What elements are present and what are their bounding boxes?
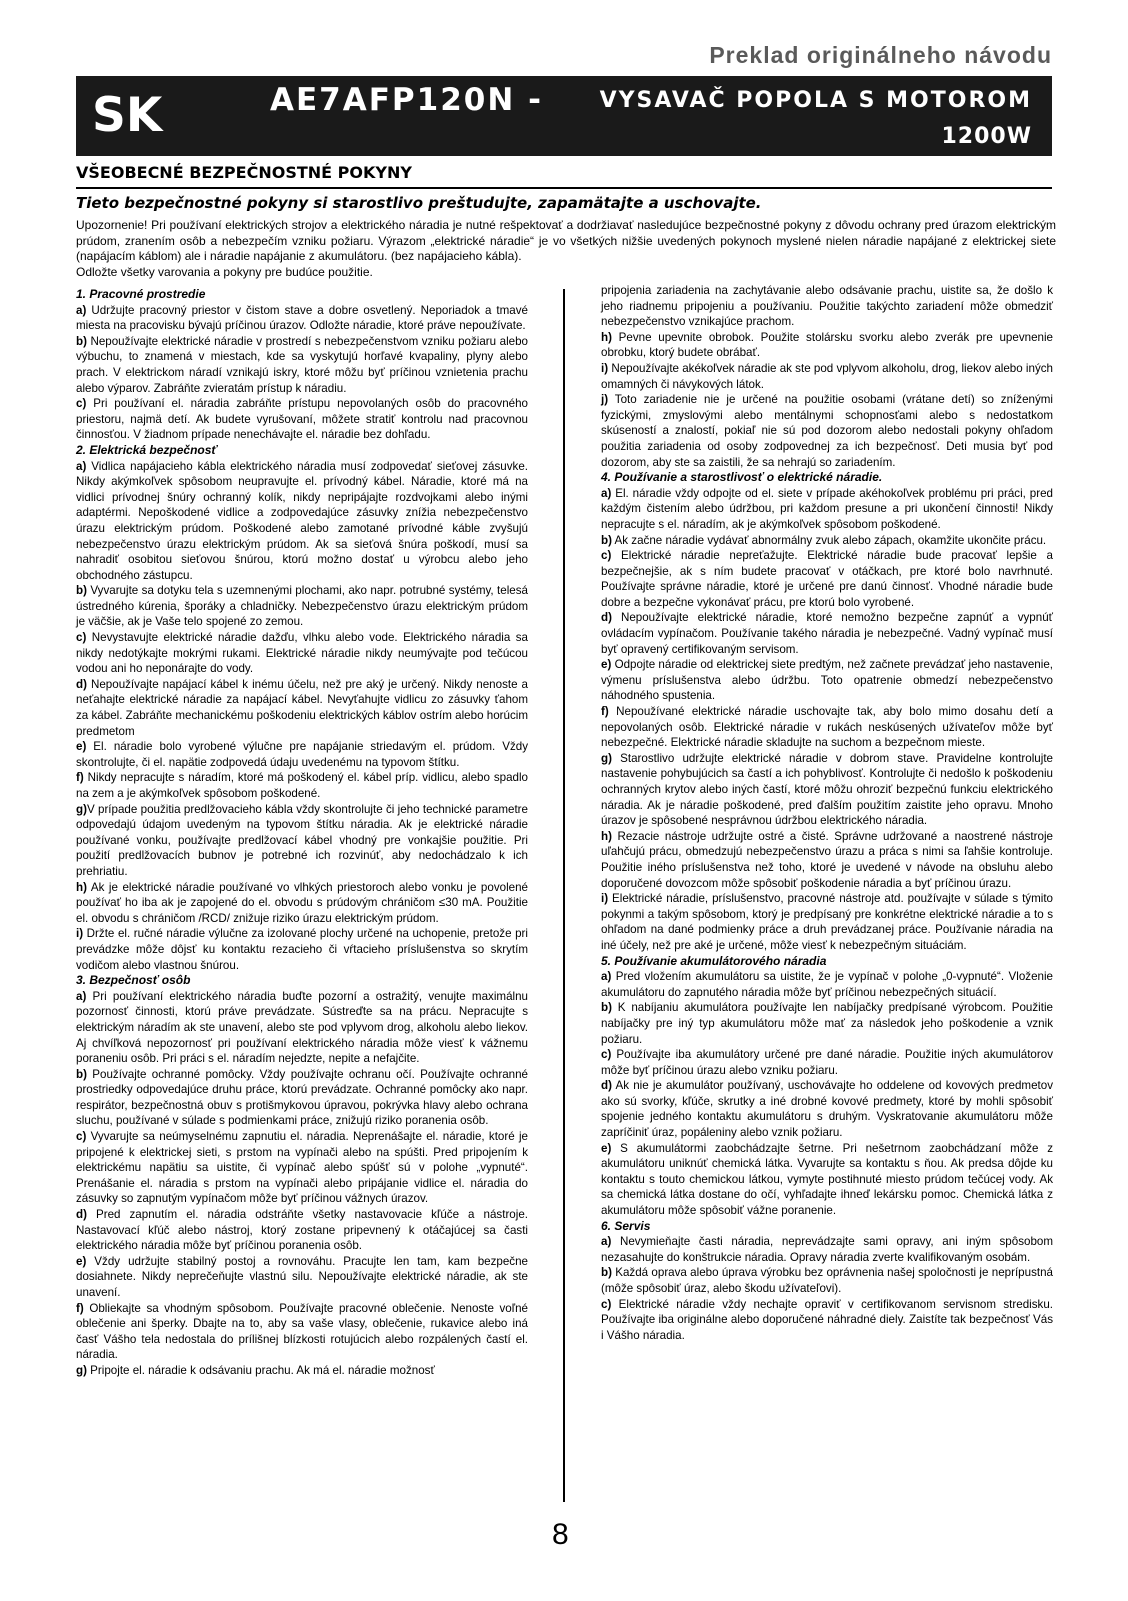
- item-text: Pripojte el. náradie k odsávaniu prachu. Ak má el. náradie možnosť: [86, 1363, 435, 1377]
- item-text: Vždy udržujte stabilný postoj a rovnováhu. Pracujte len tam, kam bezpečne dosiahnete. Nikdy neprečeňujte vlastnú silu. Nepoužívajte elektrické náradie, ak ste unavení.: [76, 1254, 528, 1299]
- item-text: Rezacie nástroje udržujte ostré a čisté. Správne udržované a naostrené nástroje uľahčujú prácu, obmedzujú nebezpečenstvo úrazu a práca s nimi sa ľahšie kontroluje. Použitie iného príslušenstva než toho, ktoré je uvedené v návode na obsluhu alebo doporučené dovozcom môže spôsobiť poškodenie náradia a byť príčinou úrazu.: [601, 829, 1053, 890]
- instruction-paragraph: [76, 303, 528, 334]
- section-heading: VŠEOBECNÉ BEZPEČNOSTNÉ POKYNY: [76, 163, 412, 182]
- instruction-paragraph: [601, 1297, 1053, 1344]
- item-label: a): [76, 459, 87, 473]
- instruction-paragraph: [76, 334, 528, 396]
- item-label: b): [601, 1266, 612, 1280]
- subsection-heading: 2. Elektrická bezpečnosť: [76, 442, 218, 457]
- item-text: Toto zariadenie nie je určené na použitie osobami (vrátane detí) so zníženými fyzickými, zmyslovými alebo mentálnymi schopnosťami alebo s nedostatkom skúseností a znalostí, pokiaľ nie sú pod dozorom alebo nedostali pokyny ohľadom použitia zariadenia od osoby zodpovednej za ich bezpečnosť. Deti musia byť pod dozorom, aby ste sa zaistili, že sa nehrajú so zariadením.: [601, 393, 1053, 469]
- item-text: S akumulátormi zaobchádzajte šetrne. Pri nešetrnom zaobchádzaní môže z akumulátoru uniknúť chemická látka. Vyvarujte sa kontaktu s ňou. Ak predsa dôjde ku kontaktu s touto chemickou látkou, vymyte postihnuté miesto prúdom tečúcej vody. Ak sa chemická látka dostane do očí, vyhľadajte ihneď lekársku pomoc. Chemická látka z akumulátoru môže spôsobiť vážne poranenie.: [601, 1141, 1053, 1218]
- right-column: [601, 283, 1053, 1343]
- intro-paragraph: Upozornenie! Pri používaní elektrických strojov a elektrického náradia je nutné rešpektovať a dodržiavať nasledujúce bezpečnostné pokyny z dôvodu ochrany pred úrazom elektrickým prúdom, zranením osôb a nebezpečím vzniku požiaru. Výrazom „elektrické náradie“ je vo všetkých nižšie uvedených pokynoch myslené nielen náradie napájané z elektrickej siete (napájacím káblom) ale i náradie napájanie z akumulátoru. (bez napájacieho kábla).: [76, 218, 1056, 264]
- column-divider: [563, 289, 565, 1502]
- item-label: g): [76, 802, 87, 816]
- item-label: b): [76, 584, 87, 598]
- instruction-paragraph: [601, 548, 1053, 610]
- item-text: Každá oprava alebo úprava výrobku bez oprávnenia našej spoločnosti je neprípustná (môže spôsobiť úraz, alebo škodu užívateľovi).: [601, 1266, 1053, 1295]
- instruction-paragraph: [76, 1363, 528, 1379]
- item-label: j): [601, 393, 609, 407]
- item-text: El. náradie bolo vyrobené výlučne pre napájanie striedavým el. prúdom. Vždy skontrolujte, či el. napätie zodpovedá údaju uvedenému na typovom štítku.: [76, 740, 528, 769]
- item-label: a): [601, 1235, 612, 1249]
- item-label: d): [601, 611, 612, 625]
- item-text: Pred vložením akumulátoru sa uistite, že je vypínač v polohe „0-vypnuté“. Vloženie akumulátoru do zapnutého náradia môže byť príčinou nebezpečných situácií.: [601, 970, 1053, 999]
- instruction-paragraph: [601, 361, 1053, 392]
- instruction-paragraph: [76, 739, 528, 770]
- instruction-paragraph: [601, 392, 1053, 470]
- item-text: Nevystavujte elektrické náradie dažďu, vlhku alebo vode. Elektrického náradia sa nikdy nedotýkajte mokrými rukami. Elektrické náradie nikdy neumývajte pod tečúcou vodou ani ho neponárajte do vody.: [76, 631, 528, 676]
- page-number: 8: [552, 1518, 569, 1551]
- item-text: Elektrické náradie vždy nechajte opraviť v certifikovanom servisnom stredisku. Používajte iba originálne alebo doporučené náhradné diely. Zaistíte tak bezpečnosť Vás i Vášho náradia.: [601, 1297, 1053, 1342]
- item-label: e): [601, 658, 612, 672]
- left-column: [76, 287, 528, 1379]
- instruction-paragraph: [601, 1078, 1053, 1140]
- item-label: h): [601, 330, 612, 344]
- item-label: e): [76, 740, 87, 754]
- instruction-paragraph: [601, 1047, 1053, 1078]
- item-label: h): [601, 829, 612, 843]
- instruction-paragraph: [76, 770, 528, 801]
- instruction-paragraph: [601, 610, 1053, 657]
- instruction-paragraph: [601, 486, 1053, 533]
- item-text: Starostlivo udržujte elektrické náradie v dobrom stave. Pravidelne kontrolujte nastavenie pohybujúcich sa častí a ich pohyblivosť. Kontrolujte či nedošlo k poškodeniu ochranných krytov alebo iných častí, ktoré môžu ohroziť bezpečnú funkciu elektrického náradia. Ak je náradie poškodené, pred ďalším použitím zaistite jeho opravu. Mnoho úrazov je spôsobené nesprávnou údržbou elektrického náradia.: [601, 751, 1053, 828]
- item-label: i): [76, 927, 84, 941]
- subsection-heading: 6. Servis: [601, 1218, 651, 1233]
- instruction-paragraph: [76, 880, 528, 927]
- item-text: Pevne upevnite obrobok. Použite stolársku svorku alebo zverák pre upevnenie obrobku, ktorý budete obrábať.: [601, 330, 1053, 360]
- item-text: pripojenia zariadenia na zachytávanie alebo odsávanie prachu, uistite sa, že došlo k jeho riadnemu pripojeniu a používaniu. Použitie takýchto zariadení môže obmedziť nebezpečenstvo vznikajúce prachom.: [601, 284, 1053, 329]
- item-label: f): [601, 705, 609, 719]
- item-label: f): [76, 1301, 84, 1315]
- item-text: Držte el. ručné náradie výlučne za izolované plochy určené na uchopenie, pretože pri prevádzke môže dôjsť ku kontaktu rezacieho či vŕtacieho príslušenstva so skrytím vodičom alebo vlastnou šnúrou.: [76, 927, 528, 972]
- item-label: a): [76, 989, 87, 1003]
- item-text: Nepoužívajte elektrické náradie, ktoré nemožno bezpečne zapnúť a vypnúť ovládacím vypínačom. Používanie takého náradia je nebezpečné. Vadný vypínač musí byť opravený certifikovaným servisom.: [601, 611, 1053, 656]
- instruction-paragraph: [601, 751, 1053, 829]
- subsection-heading: 4. Používanie a starostlivosť o elektrické náradie.: [601, 470, 883, 485]
- item-text: Používajte iba akumulátory určené pre dané náradie. Použitie iných akumulátorov môže byť príčinou úrazu alebo vzniku požiaru.: [601, 1048, 1053, 1077]
- product-title: VYSAVAČ POPOLA S MOTOROM: [599, 88, 1032, 113]
- instruction-paragraph: [601, 1265, 1053, 1296]
- item-text: Elektrické náradie, príslušenstvo, pracovné nástroje atd. používajte v súlade s týmito pokynmi a takým spôsobom, ktorý je predpísaný pre konkrétne elektrické náradie a to s ohľadom na dané podmienky práce a druh prevádzanej práce. Používanie náradia na iné účely, než pre aké je určené, môže viesť k nebezpečným situáciám.: [601, 892, 1053, 952]
- item-label: i): [601, 361, 609, 375]
- item-text: El. náradie vždy odpojte od el. siete v prípade akéhokoľvek problému pri práci, pred každým čistením alebo údržbou, pri každom presune a pri ukončení činnosti! Nikdy nepracujte s el. náradím, ak je akýmkoľvek spôsobom poškodené.: [601, 486, 1053, 531]
- instruction-paragraph: [76, 1301, 528, 1363]
- item-label: e): [601, 1141, 612, 1155]
- instruction-paragraph: [76, 677, 528, 739]
- subsection-heading: 5. Používanie akumulátorového náradia: [601, 953, 827, 968]
- item-text: Používajte ochranné pomôcky. Vždy používajte ochranu očí. Používajte ochranné prostriedky odpovedajúce druhu práce, ktorú prevádzate. Ochranné pomôcky ako napr. respirátor, bezpečnostná obuv s protišmykovou úpravou, pokrývka hlavy alebo ochrana sluchu, používané v súlade s podmienkami práce, znižujú riziko poranenia osôb.: [76, 1067, 528, 1128]
- model-number: AE7AFP120N -: [270, 82, 543, 118]
- instruction-paragraph: [601, 704, 1053, 751]
- item-label: d): [76, 1208, 87, 1222]
- item-text: Vyvarujte sa dotyku tela s uzemnenými plochami, ako napr. potrubné systémy, telesá ústredného kúrenia, šporáky a chladničky. Nebezpečenstvo úrazu elektrickým prúdom je väčšie, ak je Vaše telo spojené zo zemou.: [76, 584, 528, 629]
- item-label: c): [601, 549, 612, 563]
- subsection-heading: 1. Pracovné prostredie: [76, 287, 206, 301]
- item-label: e): [76, 1254, 87, 1268]
- item-text: K nabíjaniu akumulátora používajte len nabíjačky predpísané výrobcom. Použitie nabíjačky pre iný typ akumulátoru môže mať za následok jeho poškodenie a vznik požiaru.: [601, 1001, 1053, 1046]
- item-text: Vidlica napájacieho kábla elektrického náradia musí zodpovedať sieťovej zásuvke. Nikdy akýmkoľvek spôsobom neupravujte el. prívodný kábel. Náradie, ktoré má na vidlici prívodnej šnúry ochranný kolík, nikdy nepripájajte rozdvojkami alebo inými adaptérmi. Nepoškodené vidlice a zodpovedajúce zásuvky znížia nebezpečenstvo úrazu elektrickým prúdom. Poškodené alebo zamotané prívodné káble zvyšujú nebezpečenstvo úrazu elektrickým prúdom. Ak sa sieťová šnúra poškodí, musí sa nahradiť osobitou sieťovou šnúrou, ktorú možno dostať u výrobcu alebo jeho obchodného zástupcu.: [76, 459, 528, 582]
- item-label: b): [601, 1001, 612, 1015]
- intro-text: [76, 218, 1056, 281]
- instruction-paragraph: [601, 1234, 1053, 1265]
- instruction-paragraph: [76, 1207, 528, 1254]
- item-text: Vyvarujte sa neúmyselnému zapnutiu el. náradia. Neprenášajte el. náradie, ktoré je pripojené k elektrickej sieti, s prstom na vypínači alebo na spúšti. Pred pripojením k elektrickému napätiu sa uistite, či vypínač alebo spúšť sú v polohe „vypnuté“. Prenášanie el. náradia s prstom na vypínači alebo pripájanie vidlice el. náradia do zásuvky so zapnutým vypínačom môže byť príčinou vážnych úrazov.: [76, 1130, 528, 1206]
- instruction-paragraph: [601, 533, 1053, 549]
- instruction-paragraph: [601, 1141, 1053, 1219]
- instruction-paragraph: [601, 330, 1053, 361]
- item-label: c): [76, 397, 87, 411]
- item-label: a): [601, 970, 612, 984]
- item-label: i): [601, 892, 609, 906]
- item-label: h): [76, 880, 87, 894]
- item-label: g): [76, 1363, 87, 1377]
- subsection-heading: 3. Bezpečnosť osôb: [76, 973, 191, 988]
- item-label: d): [76, 677, 87, 691]
- item-label: b): [76, 334, 87, 348]
- item-label: a): [601, 486, 612, 500]
- item-text: Nikdy nepracujte s náradím, ktoré má poškodený el. kábel príp. vidlicu, alebo spadlo na zem a je akýmkoľvek spôsobom poškodené.: [76, 771, 528, 800]
- item-text: Elektrické náradie nepreťažujte. Elektrické náradie bude pracovať lepšie a bezpečnejšie, ak s ním budete pracovať v otáčkach, pre ktoré bolo navrhnuté. Používajte správne náradie, ktoré je určené pre danú činnosť. Vhodné náradie bude dobre a bezpečne vykonávať prácu, pre ktorú bolo vyrobené.: [601, 549, 1053, 609]
- instruction-paragraph: [601, 891, 1053, 953]
- item-label: c): [601, 1048, 612, 1062]
- item-text: Nepoužívané elektrické náradie uschovajte tak, aby bolo mimo dosahu detí a nepovolaných osôb. Elektrické náradie v rukách neskúsených užívateľov môže byť nebezpečné. Elektrické náradie skladujte na suchom a bezpečnom mieste.: [601, 705, 1053, 750]
- instruction-paragraph: [76, 583, 528, 630]
- item-label: c): [76, 631, 87, 645]
- item-label: b): [601, 533, 612, 547]
- instruction-paragraph: [76, 459, 528, 584]
- intro-paragraph: Odložte všetky varovania a pokyny pre budúce použitie.: [76, 265, 373, 280]
- item-text: Nepoužívajte elektrické náradie v prostredí s nebezpečenstvom vzniku požiaru alebo výbuchu, to znamená v miestach, kde sa vyskytujú horľavé kvapaliny, plyny alebo prach. V elektrickom náradí vznikajú iskry, ktoré môžu byť príčinou vznietenia prachu alebo výparov. Zabráňte zvieratám prístup k náradiu.: [76, 334, 528, 395]
- item-text: Ak začne náradie vydávať abnormálny zvuk alebo zápach, okamžite ukončite prácu.: [611, 533, 1047, 547]
- item-label: a): [76, 303, 87, 317]
- item-text: Nepoužívajte akékoľvek náradie ak ste pod vplyvom alkoholu, drog, liekov alebo iných omamných či návykových látok.: [601, 361, 1053, 391]
- product-power: 1200W: [941, 124, 1032, 149]
- item-text: Pred zapnutím el. náradia odstráňte všetky nastavovacie kľúče a nástroje. Nastavovací kľúč alebo nástroj, ktorý zostane pripevnený k otáčajúcej sa časti elektrického náradia môže byť príčinou poranenia osôb.: [76, 1208, 528, 1253]
- item-label: d): [601, 1079, 612, 1093]
- language-code: SK: [92, 88, 163, 143]
- instruction-paragraph: [601, 829, 1053, 891]
- translation-notice: Preklad originálneho návodu: [709, 42, 1052, 68]
- instruction-paragraph: [76, 1067, 528, 1129]
- heading-rule: [76, 187, 1052, 189]
- instruction-paragraph: [601, 657, 1053, 704]
- instruction-paragraph: [601, 1000, 1053, 1047]
- item-label: c): [76, 1130, 87, 1144]
- instruction-paragraph: [76, 1254, 528, 1301]
- item-text: Nepoužívajte napájací kábel k inému účelu, než pre aký je určený. Nikdy nenoste a neťahajte elektrické náradie za napájací kábel. Nevyťahujte vidlicu zo zásuvky ťahom za kábel. Zabráňte mechanickému poškodeniu elektrických káblov ostrím alebo horúcim predmetom: [76, 677, 528, 738]
- item-text: Udržujte pracovný priestor v čistom stave a dobre osvetlený. Neporiadok a tmavé miesta na pracovisku bývajú príčinou úrazov. Odložte náradie, ktoré práve nepoužívate.: [76, 303, 528, 333]
- item-text: V prípade použitia predlžovacieho kábla vždy skontrolujte či jeho technické parametre odpovedajú údajom uvedeným na typovom štítku náradia. Ak je elektrické náradie používané vonku, používajte predlžovací kábel vhodný pre vonkajšie použitie. Pri použití predlžovacích bubnov je potrebné ich rozvinúť, aby nedochádzalo k ich prehriatiu.: [76, 802, 528, 878]
- instruction-paragraph: [76, 1129, 528, 1207]
- instruction-paragraph: [76, 802, 528, 880]
- item-label: f): [76, 771, 84, 785]
- item-label: b): [76, 1067, 87, 1081]
- instruction-paragraph: [76, 396, 528, 443]
- item-text: Ak nie je akumulátor používaný, uschovávajte ho oddelene od kovových predmetov ako sú svorky, kľúče, skrutky a iné drobné kovové predmety, ktoré by mohli spôsobiť spojenie jedného kontaktu akumulátoru s druhým. Vyskratovanie akumulátoru môže zapríčiniť úraz, popáleniny alebo vznik požiaru.: [601, 1079, 1053, 1140]
- item-text: Ak je elektrické náradie používané vo vlhkých priestoroch alebo vonku je povolené používať ho iba ak je zapojené do el. obvodu s prúdovým chráničom ≤30 mA. Použitie el. obvodu s chráničom /RCD/ znižuje riziko úrazu elektrickým prúdom.: [76, 880, 528, 925]
- instruction-paragraph: [76, 989, 528, 1067]
- instruction-paragraph: [601, 969, 1053, 1000]
- instruction-paragraph: [601, 283, 1053, 330]
- item-text: Pri používaní el. náradia zabráňte prístupu nepovolaných osôb do pracovného priestoru, najmä detí. Ak budete vyrušovaní, môžete stratiť kontrolu nad pracovnou činnosťou. V žiadnom prípade nenechávajte el. náradie bez dohľadu.: [76, 397, 528, 442]
- item-label: c): [601, 1297, 612, 1311]
- section-subtitle: Tieto bezpečnostné pokyny si starostlivo preštudujte, zapamätajte a uschovajte.: [76, 194, 762, 212]
- item-text: Pri používaní elektrického náradia buďte pozorní a ostražitý, venujte maximálnu pozornosť činnosti, ktorú práve prevádzate. Sústreďte sa na prácu. Nepracujte s elektrickým náradím ak ste unavení, alebo ste pod vplyvom drog, alkoholu alebo liekov. Aj chvíľková nepozornosť pri používaní elektrického náradia môže viesť k vážnemu poraneniu osôb. Pri práci s el. náradím nejedzte, nepite a nefajčite.: [76, 989, 528, 1066]
- item-text: Obliekajte sa vhodným spôsobom. Používajte pracovné oblečenie. Nenoste voľné oblečenie ani šperky. Dbajte na to, aby sa vaše vlasy, oblečenie, rukavice alebo iná časť Vášho tela nedostala do prílišnej blízkosti rotujúcich alebo rozpálených častí el. náradia.: [76, 1301, 528, 1362]
- instruction-paragraph: [76, 926, 528, 973]
- item-text: Nevymieňajte časti náradia, neprevádzajte sami opravy, ani iným spôsobom nezasahujte do konštrukcie náradia. Opravy náradia zverte kvalifikovaným osobám.: [601, 1235, 1053, 1264]
- item-text: Odpojte náradie od elektrickej siete predtým, než začnete prevádzať jeho nastavenie, výmenu príslušenstva alebo údržbu. Toto opatrenie obmedzí nebezpečenstvo náhodného spustenia.: [601, 658, 1053, 703]
- item-label: g): [601, 751, 612, 765]
- instruction-paragraph: [76, 630, 528, 677]
